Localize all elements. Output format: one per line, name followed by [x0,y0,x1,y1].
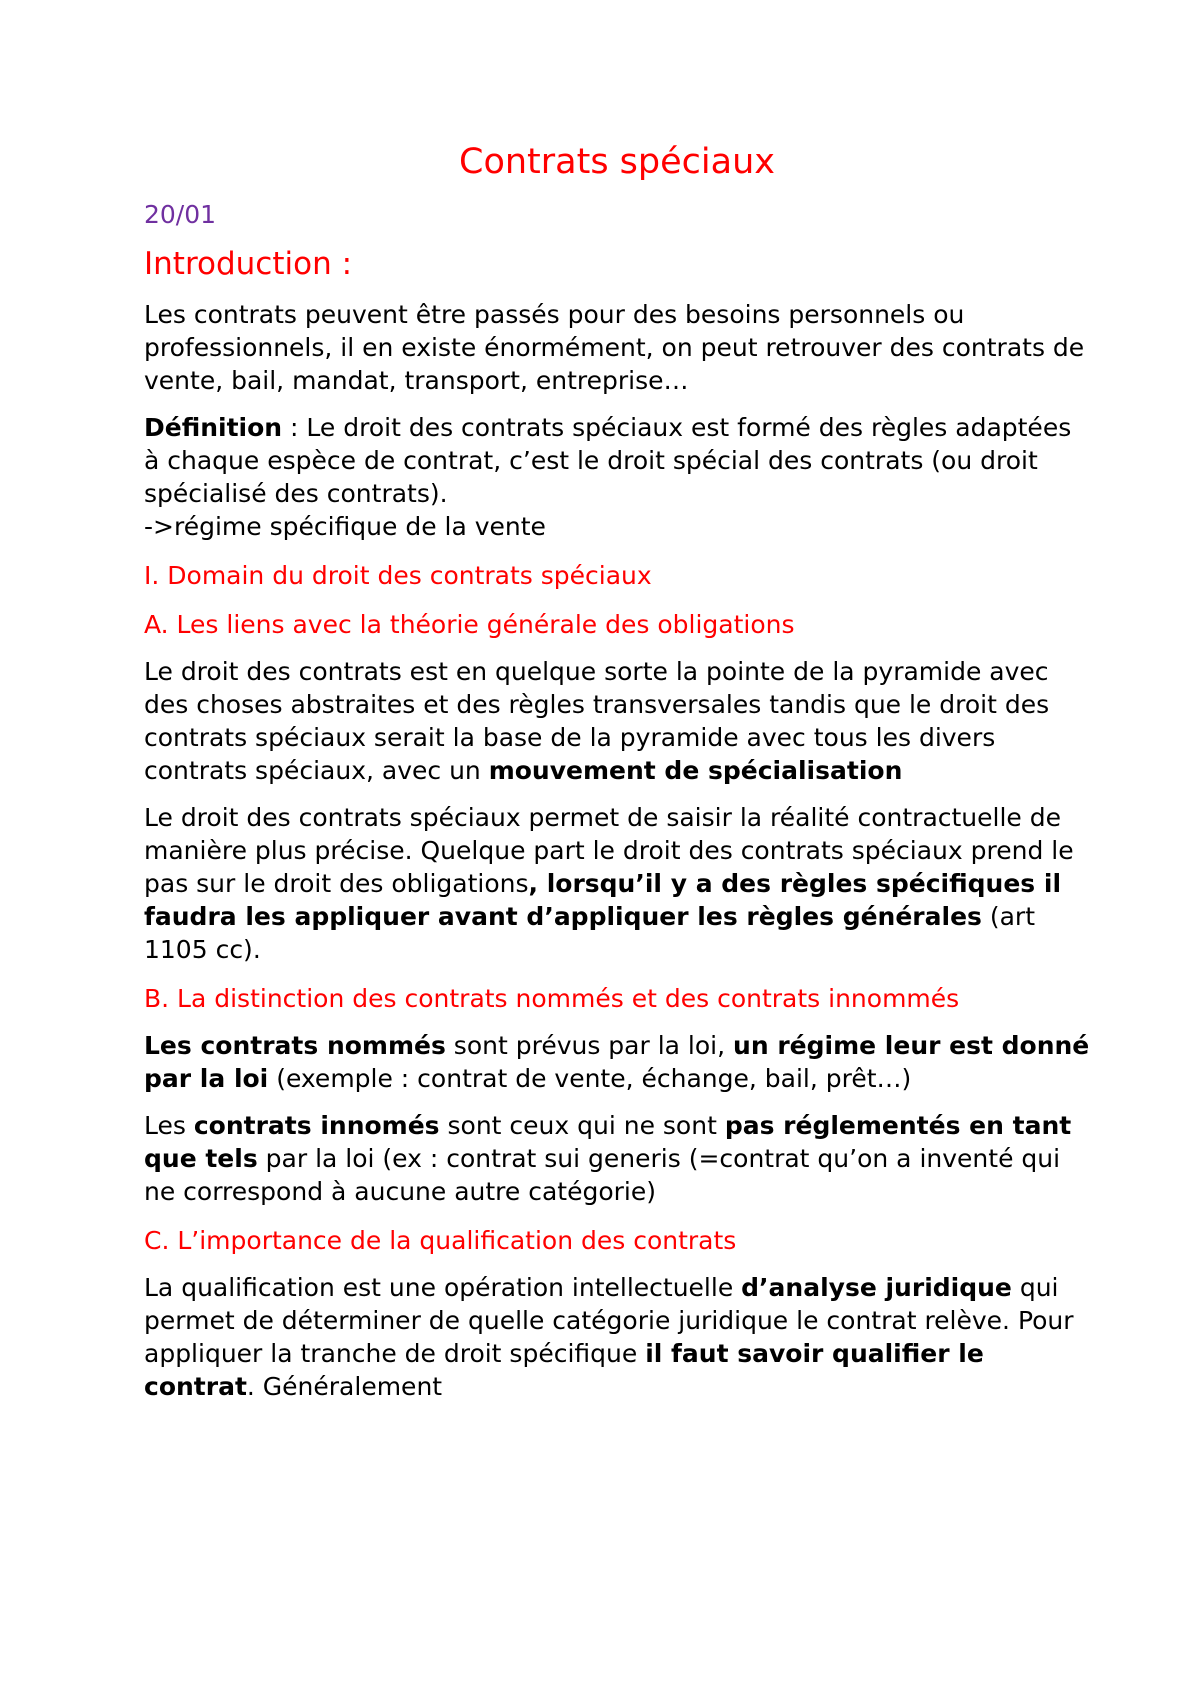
section-a-p1-bold: mouvement de spécialisation [488,756,903,785]
section-c-p1-bold2: il faut savoir qualifier le contrat [144,1339,984,1401]
section-c-p1-text1: La qualification est une opération intellectuelle [144,1273,742,1302]
section-b-p1-text2: (exemple : contrat de vente, échange, bail, prêt…) [268,1064,912,1093]
section-c-p1-text2: qui permet de déterminer de quelle catégorie juridique le contrat relève. Pour appliquer la tranche de droit spécifique [144,1273,1074,1368]
section-a-p2-end: (art 1105 cc). [144,902,1036,964]
section-b-p1-text1: sont prévus par la loi, [445,1031,734,1060]
section-c-heading: C. L’importance de la qualification des contrats [144,1226,737,1255]
section-b-p1-bold1: Les contrats nommés [144,1031,446,1060]
section-b-paragraph-2 [144,1109,1090,1208]
section-b-p2-bold2: pas réglementés en tant que tels [144,1111,1072,1173]
definition-term: Définition [144,413,283,442]
section-b-p2-text3: par la loi (ex : contrat sui generis (=contrat qu’on a inventé qui ne correspond à aucune autre catégorie) [144,1144,1061,1206]
section-b-p2-text1: Les [144,1111,194,1140]
section-b-p2-bold1: contrats innomés [193,1111,440,1140]
section-c-paragraph-1 [144,1271,1090,1403]
section-a-p1-text: Le droit des contrats est en quelque sorte la pointe de la pyramide avec des choses abstraites et des règles transversales tandis que le droit des contrats spéciaux serait la base de la pyramide avec tous les divers contrats spéciaux, avec un [144,657,1050,785]
section-b-paragraph-1 [144,1029,1090,1095]
section-a-p2-bold: , lorsqu’il y a des règles spécifiques il faudra les appliquer avant d’appliquer les règles générales [144,869,1062,931]
definition-text: : Le droit des contrats spéciaux est formé des règles adaptées à chaque espèce de contrat, c’est le droit spécial des contrats (ou droit spécialisé des contrats). [144,413,1072,508]
section-b-heading: B. La distinction des contrats nommés et des contrats innommés [144,984,960,1013]
introduction-heading: Introduction : [144,246,353,282]
section-a-paragraph-1 [144,655,1090,787]
document-date: 20/01 [144,200,217,229]
definition-note: ->régime spécifique de la vente [144,512,546,541]
introduction-paragraph: Les contrats peuvent être passés pour des besoins personnels ou professionnels, il en existe énormément, on peut retrouver des contrats de vente, bail, mandat, transport, entreprise… [144,300,1085,395]
section-b-p1-bold2: un régime leur est donné par la loi [144,1031,1090,1093]
section-c-p1-text3: . Généralement [246,1372,443,1401]
section-c-p1-bold1: d’analyse juridique [741,1273,1012,1302]
document-title: Contrats spéciaux [459,142,775,182]
definition-paragraph [144,411,1090,543]
section-i-heading: I. Domain du droit des contrats spéciaux [144,561,652,590]
section-a-paragraph-2 [144,801,1090,966]
section-b-p2-text2: sont ceux qui ne sont [439,1111,725,1140]
section-a-heading: A. Les liens avec la théorie générale des obligations [144,610,795,639]
section-a-p2-text: Le droit des contrats spéciaux permet de saisir la réalité contractuelle de manière plus précise. Quelque part le droit des contrats spéciaux prend le pas sur le droit des obligations [144,803,1074,898]
